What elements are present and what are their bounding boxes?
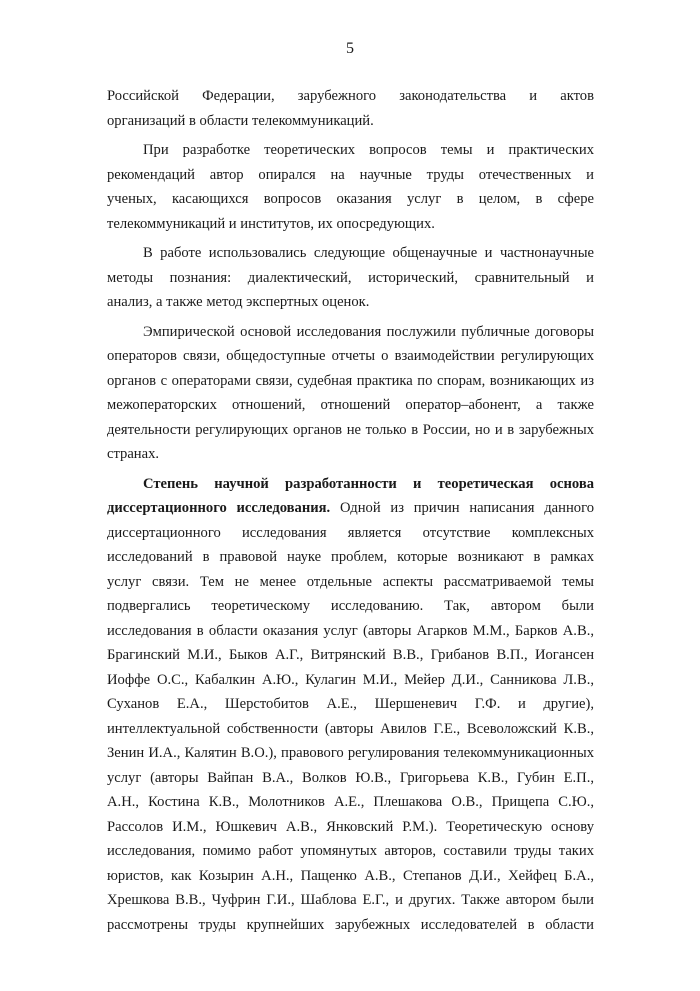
- section-heading: Степень научной разработанности и теоретическая основа: [143, 475, 594, 492]
- text-line: интеллектуальной собственности (авторы Авилов Г.Е., Всеволожский К.В.,: [107, 720, 594, 737]
- text-line: Суханов Е.А., Шерстобитов А.Е., Шершеневич Г.Ф. и другие),: [107, 696, 594, 712]
- text-fragment: Одной из причин написания данного: [330, 500, 594, 516]
- text-line: Брагинский М.И., Быков А.Г., Витрянский В.В., Грибанов В.П., Иогансен: [107, 647, 594, 663]
- text-line: операторов связи, общедоступные отчеты о взаимодействии регулирующих: [107, 348, 594, 364]
- text-line: Рассолов И.М., Юшкевич А.В., Янковский Р.М.). Теоретическую основу: [107, 818, 594, 835]
- text-line: ученых, касающихся вопросов оказания услуг в целом, в сфере: [107, 191, 594, 207]
- text-line: рассмотрены труды крупнейших зарубежных исследователей в области: [107, 916, 594, 933]
- text-line: диссертационного исследования является отсутствие комплексных: [107, 524, 594, 541]
- text-line: [107, 496, 594, 521]
- text-line: деятельности регулирующих органов не только в России, но и в зарубежных: [107, 421, 594, 438]
- text-line: юристов, как Козырин А.Н., Пащенко А.В., Степанов Д.И., Хейфец Б.А.,: [107, 867, 594, 884]
- text-line: При разработке теоретических вопросов темы и практических: [143, 142, 594, 158]
- text-line: Иоффе О.С., Кабалкин А.Ю., Кулагин М.И., Мейер Д.И., Санникова Л.В.,: [107, 671, 594, 688]
- text-line: странах.: [107, 446, 160, 462]
- text-line: подвергались теоретическому исследованию. Так, автором были: [107, 598, 594, 614]
- text-line: исследования, помимо работ упомянутых авторов, составили труды таких: [107, 843, 594, 859]
- text-line: Российской Федерации, зарубежного законодательства и актов: [107, 88, 594, 104]
- text-line: анализ, а также метод экспертных оценок.: [107, 294, 370, 310]
- text-line: исследования в области оказания услуг (авторы Агарков М.М., Барков А.В.,: [107, 622, 594, 639]
- body-text: [107, 84, 594, 942]
- paragraph-2: [107, 138, 594, 236]
- paragraph-1: [107, 84, 594, 133]
- text-line: Эмпирической основой исследования послужили публичные договоры: [143, 323, 594, 340]
- paragraph-5: [107, 472, 594, 938]
- text-line: услуг связи. Тем не менее отдельные аспекты рассматриваемой темы: [107, 573, 594, 590]
- text-line: Хрешкова В.В., Чуфрин Г.И., Шаблова Е.Г., и других. Также автором были: [107, 892, 594, 908]
- text-line: методы познания: диалектический, исторический, сравнительный и: [107, 269, 594, 286]
- text-line: органов с операторами связи, судебная практика по спорам, возникающих из: [107, 372, 594, 389]
- text-line: телекоммуникаций и институтов, их опосредующих.: [107, 215, 435, 232]
- text-line: исследований в правовой науке проблем, которые возникают в рамках: [107, 549, 594, 565]
- paragraph-4: [107, 320, 594, 467]
- text-line: организаций в области телекоммуникаций.: [107, 112, 374, 129]
- text-line: В работе использовались следующие общенаучные и частнонаучные: [143, 245, 594, 261]
- section-heading-continued: диссертационного исследования.: [107, 500, 331, 516]
- page-number: 5: [346, 40, 354, 57]
- text-line: Зенин И.А., Калятин В.О.), правового регулирования телекоммуникационных: [107, 745, 594, 761]
- text-line: рекомендаций автор опирался на научные труды отечественных и: [107, 166, 594, 183]
- paragraph-3: [107, 241, 594, 315]
- text-line: А.Н., Костина К.В., Молотников А.Е., Плешакова О.В., Прищепа С.Ю.,: [107, 794, 594, 810]
- text-line: межоператорских отношений, отношений оператор–абонент, а также: [107, 397, 594, 413]
- text-line: услуг (авторы Вайпан В.А., Волков Ю.В., Григорьева К.В., Губин Е.П.,: [107, 769, 594, 786]
